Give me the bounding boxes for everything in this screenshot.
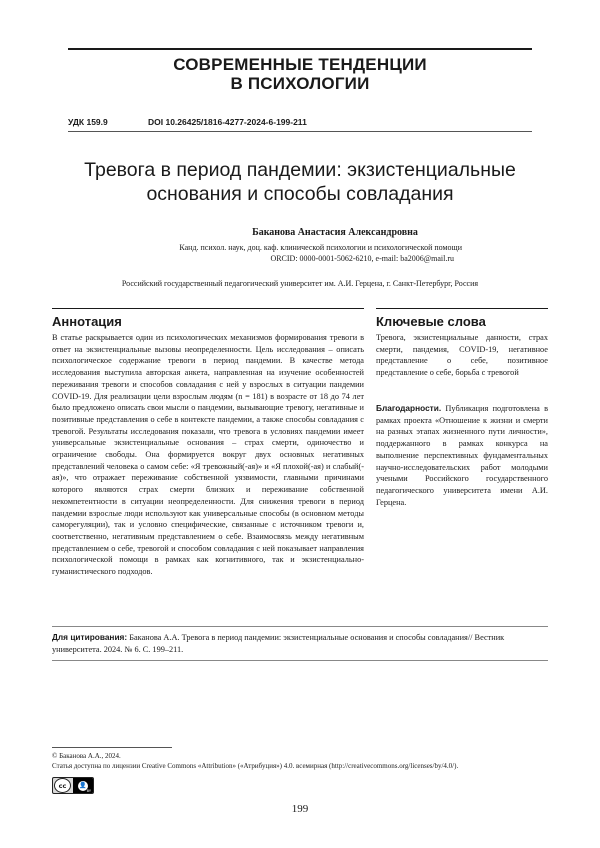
by-label: BY xyxy=(86,789,91,793)
acknowledgments-label: Благодарности. xyxy=(376,403,442,413)
udk-code: УДК 159.9 xyxy=(68,117,108,127)
author-affiliation: Российский государственный педагогический университет им. А.И. Герцена, г. Санкт-Петербург, Россия xyxy=(121,279,479,288)
person-icon: 👤 xyxy=(79,782,87,789)
article-title-line2: основания и способы совладания xyxy=(146,183,454,205)
annotation-heading: Аннотация xyxy=(52,314,122,329)
meta-line xyxy=(68,117,532,127)
license-text[interactable]: Статья доступна по лицензии Creative Commons «Attribution» («Атрибуция») 4.0. всемирная (http://creativecommons.org/licenses/by/4.0/). xyxy=(52,762,459,770)
author-orcid[interactable]: ORCID: 0000-0001-5062-6210, e-mail: ba2006@mail.ru xyxy=(270,254,454,263)
doi[interactable]: DOI 10.26425/1816-4277-2024-6-199-211 xyxy=(148,117,307,127)
section-title-line1: СОВРЕМЕННЫЕ ТЕНДЕНЦИИ xyxy=(173,55,427,74)
acknowledgments-text: Публикация подготовлена в рамках проекта «Отношение к жизни и смерти на разных этапах жизненного пути личности», поддержанного в рамках конкурса на выполнение перспективных фундаментальных научно-исследовательских работ молодыми учеными Российского государственного педагогического университета имени А.И. Герцена. xyxy=(376,404,548,507)
author-name: Баканова Анастасия Александровна xyxy=(252,227,418,238)
section-title-line2: В ПСИХОЛОГИИ xyxy=(230,74,370,93)
cc-icon: cc xyxy=(54,778,71,793)
cc-by-badge[interactable] xyxy=(52,777,94,794)
meta-rule xyxy=(68,131,532,132)
footnote-rule xyxy=(52,747,172,748)
author-position: Канд. психол. наук, доц. каф. клинической психологии и психологической помощи xyxy=(179,243,462,252)
citation-rule-top xyxy=(52,626,548,627)
citation xyxy=(52,632,548,655)
keywords-rule xyxy=(376,308,548,309)
section-header xyxy=(68,55,532,95)
citation-rule-bottom xyxy=(52,660,548,661)
keywords-heading: Ключевые слова xyxy=(376,314,486,329)
annotation-rule xyxy=(52,308,364,309)
annotation-text: В статье раскрывается один из психологических механизмов формирования тревоги в ответ на экзистенциальные вызовы неопределенности. Цель исследования – описать психологическое содержание тревоги в период пандемии. В качестве метода исследования выступила авторская анкета, направленная на изучение особенностей переживания тревоги и способов совладания с ней у взрослых в ситуации пандемии COVID-19. Для реализации цели взрослым людям (n = 181) в возрасте от 18 до 74 лет было предложено описать свои мысли о пандемии, вызывающие тревогу, негативные и позитивные представления о себе в контексте пандемии, а также способы совладания с тревогой. Результаты исследования показали, что тревога в условиях пандемии имеет универсальные экзистенциальные основания – страх смерти, одиночество и ограничение свободы. Она формируется вокруг двух основных негативных представлений человека о самом себе: «Я тревожный(-ая)» и «Я плохой(-ая) и слабый(-ая)», что отражает переживание собственной уязвимости, главными причинами которого являются страх смерти близких и переживание собственной некомпетентности в ситуации неопределенности. Для снижения тревоги в период пандемии взрослые люди используют как универсальные способы (в основном методы саморегуляции), так и условно специфические, связанные с источником тревоги и, соответственно, негативным представлением о себе. Взаимосвязь между негативным представлением о себе, тревогой и способом совладания с ней показывает направления психологической помощи в рамках как когнитивного, так и экзистенциально-гуманистического подходов. xyxy=(52,333,364,577)
citation-text: Баканова А.А. Тревога в период пандемии: экзистенциальные основания и способы совладания// Вестник университета. 2024. № 6. С. 199–211. xyxy=(52,633,505,654)
section-title xyxy=(68,55,532,93)
keywords-text: Тревога, экзистенциальные данности, страх смерти, пандемия, COVID-19, негативное представление о себе, позитивное представление о себе, борьба с тревогой xyxy=(376,333,548,378)
article-title xyxy=(68,158,532,206)
copyright: © Баканова А.А., 2024. xyxy=(52,752,121,760)
page-number: 199 xyxy=(291,803,309,815)
citation-label: Для цитирования: xyxy=(52,632,128,642)
article-title-line1: Тревога в период пандемии: экзистенциальные xyxy=(84,159,516,181)
acknowledgments xyxy=(376,403,548,508)
header-rule xyxy=(68,48,532,50)
